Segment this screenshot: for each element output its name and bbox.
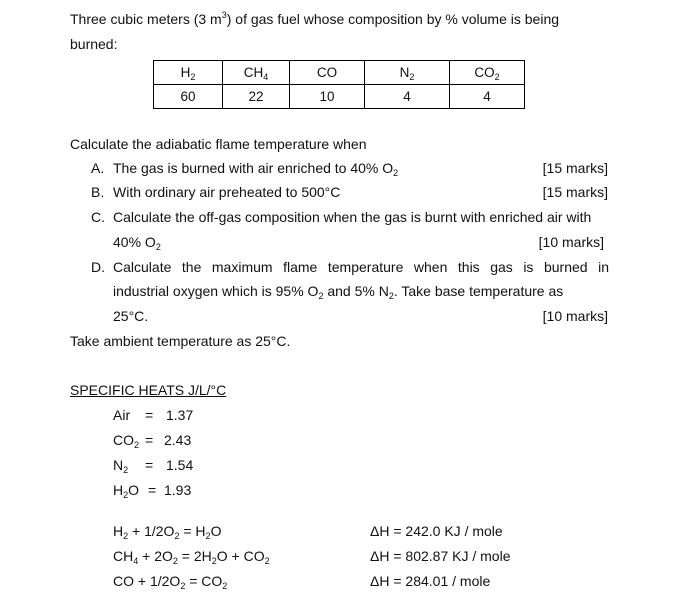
- composition-table: [153, 60, 525, 109]
- table-cell: 4: [365, 85, 450, 109]
- specific-heat-eq: =: [145, 407, 154, 423]
- reaction-equation: $CH_4 + 2O_2 = 2H_2O + CO_2$: [113, 548, 270, 566]
- question-b-marks: [15 marks]: [542, 184, 608, 200]
- specific-heat-value: 1.37: [166, 407, 194, 423]
- question-c-letter: C.: [91, 209, 105, 225]
- question-d-marks: [10 marks]: [542, 308, 608, 324]
- question-c-line-1: Calculate the off-gas composition when the gas is burnt with enriched air with: [113, 209, 592, 225]
- specific-heat-name: $CO_2$: [113, 432, 140, 450]
- reaction-enthalpy: ΔH = 284.01 / mole: [370, 573, 491, 589]
- specific-heat-value: 2.43: [164, 432, 192, 448]
- intro-line-2: burned:: [70, 36, 118, 52]
- question-c-marks: [10 marks]: [538, 234, 604, 250]
- table-header-cell: $CO_2$: [450, 61, 525, 85]
- table-cell: 60: [154, 85, 223, 109]
- table-cell: 4: [450, 85, 525, 109]
- question-a-letter: A.: [91, 160, 105, 176]
- table-row: [154, 85, 525, 109]
- specific-heat-name: Air: [113, 407, 131, 423]
- question-a-marks: [15 marks]: [542, 160, 608, 176]
- table-cell: 10: [290, 85, 365, 109]
- question-d-line-1: Calculate the maximum flame temperature when this gas is burned in: [113, 259, 609, 275]
- question-b-letter: B.: [91, 184, 105, 200]
- specific-heat-value: 1.54: [166, 457, 194, 473]
- question-b-text: With ordinary air preheated to 500°C: [113, 184, 341, 200]
- specific-heat-eq: =: [145, 457, 154, 473]
- table-cell: 22: [223, 85, 290, 109]
- reaction-enthalpy: ΔH = 802.87 KJ / mole: [370, 548, 511, 564]
- question-d-line-3: 25°C.: [113, 308, 149, 324]
- question-a-text: The gas is burned with air enriched to 40% $O_2$: [113, 160, 399, 178]
- question-d-line-2: industrial oxygen which is 95% $O_2$ and 5% $N_2$. Take base temperature as: [113, 283, 564, 301]
- reaction-equation: CO + $1/2O_2 = CO_2$: [113, 573, 228, 591]
- table-header-cell: $CH_4$: [223, 61, 290, 85]
- reaction-enthalpy: ΔH = 242.0 KJ / mole: [370, 523, 503, 539]
- table-header-cell: $N_2$: [365, 61, 450, 85]
- ambient-note: Take ambient temperature as 25°C.: [70, 333, 291, 349]
- intro-line-1: Three cubic meters (3 $m^3$) of gas fuel whose composition by % volume is being: [70, 10, 560, 27]
- specific-heats-heading: SPECIFIC HEATS J/L/°C: [70, 382, 227, 398]
- question-d-letter: D.: [91, 259, 105, 275]
- specific-heat-name: $N_2$: [113, 457, 129, 475]
- specific-heat-value: 1.93: [164, 482, 192, 498]
- table-header-row: [154, 61, 525, 85]
- specific-heat-eq: =: [145, 432, 154, 448]
- table-header-cell: CO: [290, 61, 365, 85]
- specific-heat-name: $H_2O$: [113, 482, 140, 500]
- table-header-cell: $H_2$: [154, 61, 223, 85]
- question-c-line-2: 40% $O_2$: [113, 234, 161, 252]
- specific-heat-eq: =: [148, 482, 157, 498]
- reaction-equation: $H_2 + 1/2O_2 = H_2O$: [113, 523, 222, 541]
- question-lead: Calculate the adiabatic flame temperature when: [70, 136, 367, 152]
